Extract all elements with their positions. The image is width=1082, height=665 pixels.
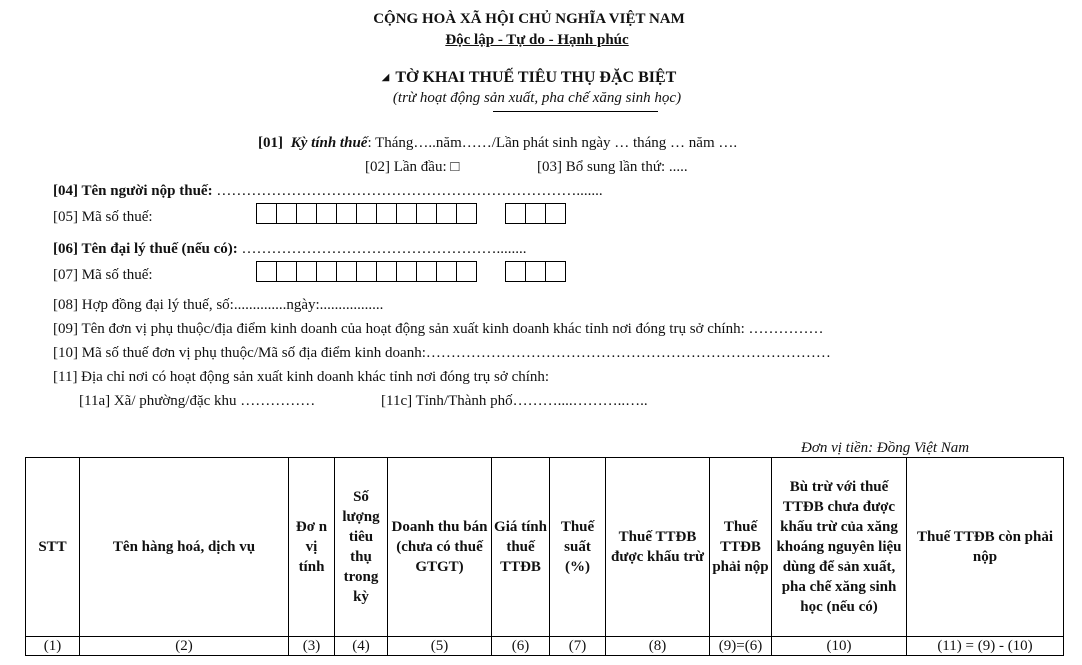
motto <box>445 31 628 49</box>
digit-box[interactable] <box>376 203 397 224</box>
digit-box[interactable] <box>416 203 437 224</box>
col-header-unit: Đơ n vị tính <box>289 458 335 637</box>
field-03: [03] Bổ sung lần thứ: ..... <box>537 159 688 175</box>
field-10[interactable]: [10] Mã số thuế đơn vị phụ thuộc/Mã số địa điểm kinh doanh:……………………………………………………………………… <box>53 345 831 361</box>
field-11: [11] Địa chỉ nơi có hoạt động sản xuất kinh doanh khác tỉnh nơi đóng trụ sở chính: <box>53 369 550 385</box>
digit-box[interactable] <box>436 203 457 224</box>
field-04-dots[interactable]: ………………………………………………………………....... <box>216 183 603 199</box>
tax-table <box>25 457 1064 656</box>
agent-tax-code-boxes[interactable] <box>256 261 476 283</box>
form-title-text: TỜ KHAI THUẾ TIÊU THỤ ĐẶC BIỆT <box>395 69 677 86</box>
digit-box[interactable] <box>256 261 277 282</box>
field-06-dots[interactable]: ……………………………………………........ <box>241 241 527 257</box>
digit-box[interactable] <box>316 203 337 224</box>
col-header-quantity: Số lượng tiêu thụ trong kỳ <box>335 458 388 637</box>
field-04-label: [04] Tên người nộp thuế: <box>53 183 213 199</box>
col-header-payable-tax: Thuế TTĐB phải nộp <box>710 458 772 637</box>
first-time-checkbox[interactable]: □ <box>450 159 460 175</box>
digit-box[interactable] <box>336 261 357 282</box>
digit-box[interactable] <box>316 261 337 282</box>
column-number: (11) = (9) - (10) <box>907 637 1064 656</box>
field-04 <box>53 182 603 200</box>
field-09[interactable]: [09] Tên đơn vị phụ thuộc/địa điểm kinh doanh của hoạt động sản xuất kinh doanh khác tỉnh nơi đóng trụ sở chính: …………… <box>53 321 824 337</box>
column-number: (7) <box>550 637 606 656</box>
col-header-offset: Bù trừ với thuế TTĐB chưa được khấu trừ của xăng khoáng nguyên liệu dùng để sản xuất, pha chế xăng sinh học (nếu có) <box>772 458 907 637</box>
triangle-marker-icon: ◢ <box>381 72 390 83</box>
column-number: (8) <box>606 637 710 656</box>
digit-box[interactable] <box>276 261 297 282</box>
digit-box[interactable] <box>276 203 297 224</box>
column-number: (5) <box>388 637 492 656</box>
field-01-code: [01] <box>258 135 283 151</box>
digit-box[interactable] <box>545 203 566 224</box>
digit-box[interactable] <box>376 261 397 282</box>
col-header-taxable-price: Giá tính thuế TTĐB <box>492 458 550 637</box>
col-header-goods: Tên hàng hoá, dịch vụ <box>80 458 289 637</box>
currency-note: Đơn vị tiền: Đồng Việt Nam <box>801 440 970 456</box>
tax-code-suffix-boxes[interactable] <box>505 203 565 225</box>
agent-tax-code-suffix-boxes[interactable] <box>505 261 565 283</box>
digit-box[interactable] <box>505 261 526 282</box>
field-11a[interactable]: [11a] Xã/ phường/đặc khu …………… <box>79 393 316 409</box>
digit-box[interactable] <box>545 261 566 282</box>
col-header-tax-rate: Thuế suất (%) <box>550 458 606 637</box>
digit-box[interactable] <box>356 203 377 224</box>
tax-code-boxes[interactable] <box>256 203 476 225</box>
digit-box[interactable] <box>256 203 277 224</box>
col-header-stt: STT <box>26 458 80 637</box>
digit-box[interactable] <box>436 261 457 282</box>
column-number: (4) <box>335 637 388 656</box>
field-11c[interactable]: [11c] Tỉnh/Thành phố………....………..….. <box>381 393 648 409</box>
column-number: (6) <box>492 637 550 656</box>
field-06-label: [06] Tên đại lý thuế (nếu có): <box>53 241 238 257</box>
digit-box[interactable] <box>296 203 317 224</box>
field-06 <box>53 240 526 258</box>
col-header-revenue: Doanh thu bán (chưa có thuế GTGT) <box>388 458 492 637</box>
form-subtitle: (trừ hoạt động sản xuất, pha chế xăng sinh học) <box>392 90 682 106</box>
digit-box[interactable] <box>525 203 546 224</box>
field-05-label: [05] Mã số thuế: <box>53 209 153 225</box>
column-number: (2) <box>80 637 289 656</box>
column-number: (10) <box>772 637 907 656</box>
digit-box[interactable] <box>416 261 437 282</box>
column-number: (3) <box>289 637 335 656</box>
table-header-row <box>26 458 1064 637</box>
col-header-remaining-tax: Thuế TTĐB còn phải nộp <box>907 458 1064 637</box>
digit-box[interactable] <box>396 261 417 282</box>
digit-box[interactable] <box>396 203 417 224</box>
digit-box[interactable] <box>356 261 377 282</box>
field-02 <box>365 158 459 176</box>
field-07-label: [07] Mã số thuế: <box>53 267 153 283</box>
field-08[interactable]: [08] Hợp đồng đại lý thuế, số:..............ngày:................. <box>53 297 384 313</box>
motto-text: Độc lập - Tự do - Hạnh phúc <box>445 32 629 48</box>
digit-box[interactable] <box>525 261 546 282</box>
field-02-label: [02] Lần đầu: <box>365 159 451 175</box>
digit-box[interactable] <box>336 203 357 224</box>
subtitle-underline <box>493 111 658 112</box>
digit-box[interactable] <box>456 261 477 282</box>
field-01-label: Kỳ tính thuế <box>290 135 368 151</box>
column-number: (9)=(6) <box>710 637 772 656</box>
field-01 <box>258 134 737 152</box>
col-header-deductible-tax: Thuế TTĐB được khấu trừ <box>606 458 710 637</box>
digit-box[interactable] <box>456 203 477 224</box>
form-title <box>382 69 677 89</box>
digit-box[interactable] <box>296 261 317 282</box>
column-number: (1) <box>26 637 80 656</box>
table-row <box>26 637 1064 656</box>
nation-heading: CỘNG HOÀ XÃ HỘI CHỦ NGHĨA VIỆT NAM <box>373 11 685 27</box>
field-01-value: : Tháng…..năm……/Lần phát sinh ngày … tháng … năm …. <box>367 135 738 151</box>
digit-box[interactable] <box>505 203 526 224</box>
